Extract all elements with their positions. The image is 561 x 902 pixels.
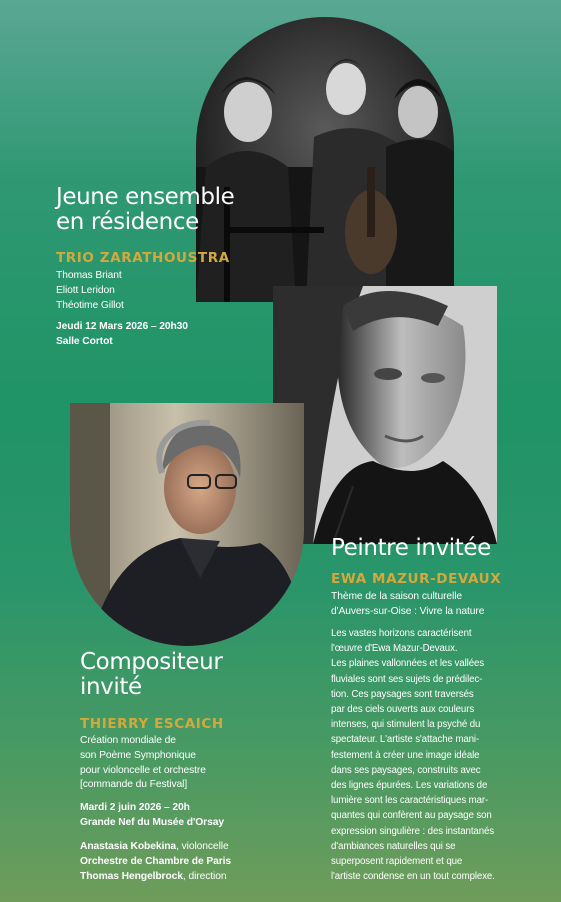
composer-work: Création mondiale de son Poème Symphonique pour violoncelle et orchestre [commande du Festival] [80,735,206,791]
ensemble-title: Jeune ensemble en résidence [56,184,235,235]
composer-venue: Grande Nef du Musée d'Orsay [80,817,224,829]
ensemble-date: Jeudi 12 Mars 2026 – 20h30 [56,321,188,332]
painter-name: EWA MAZUR-DEVAUX [331,571,502,587]
ewa-mazur-devaux-photo [273,286,497,544]
painter-theme: Thème de la saison culturelle d'Auvers-sur-Oise : Vivre la nature [331,591,485,617]
ensemble-venue: Salle Cortot [56,336,113,348]
ensemble-name: TRIO ZARATHOUSTRA [56,250,230,266]
member-item: Thomas Briant [56,270,122,281]
composer-title: Compositeur invité [80,649,223,700]
composer-name: THIERRY ESCAICH [80,716,224,732]
performer-item: Orchestre de Chambre de Paris [80,856,232,868]
trio-zarathoustra-photo [196,17,454,302]
thierry-escaich-photo [70,403,304,646]
ensemble-schedule [56,319,188,349]
painter-title: Peintre invitée [331,535,491,561]
composer-performers [80,839,231,885]
composer-date: Mardi 2 juin 2026 – 20h [80,802,190,813]
performer-item: Anastasia Kobekina, violoncelle [80,841,229,852]
performer-item: Thomas Hengelbrock, direction [80,871,227,883]
composer-schedule [80,800,224,830]
member-item: Théotime Gillot [56,300,124,312]
painter-description: Les vastes horizons caractérisent l'œuvre d'Ewa Mazur-Devaux. Les plaines vallonnées et les vallées fluviales sont ses sujets de prédilec- tion. Ces paysages sont traversés par des ciels ouverts aux couleurs intenses, qui stimulent la psyché du spectateur. L'artiste s'attache mani- festement à créer une image idéale dans ses paysages, construits avec des lignes épurées. Les variations de lumière sont les caractéristiques mar- quantes qui confèrent au paysage son expression singulière : des instantanés d'ambiances naturelles qui se superposent rapidement et que l'artiste condense en un tout complexe. [331,628,495,883]
ensemble-members [56,268,124,314]
member-item: Eliott Leridon [56,285,115,297]
